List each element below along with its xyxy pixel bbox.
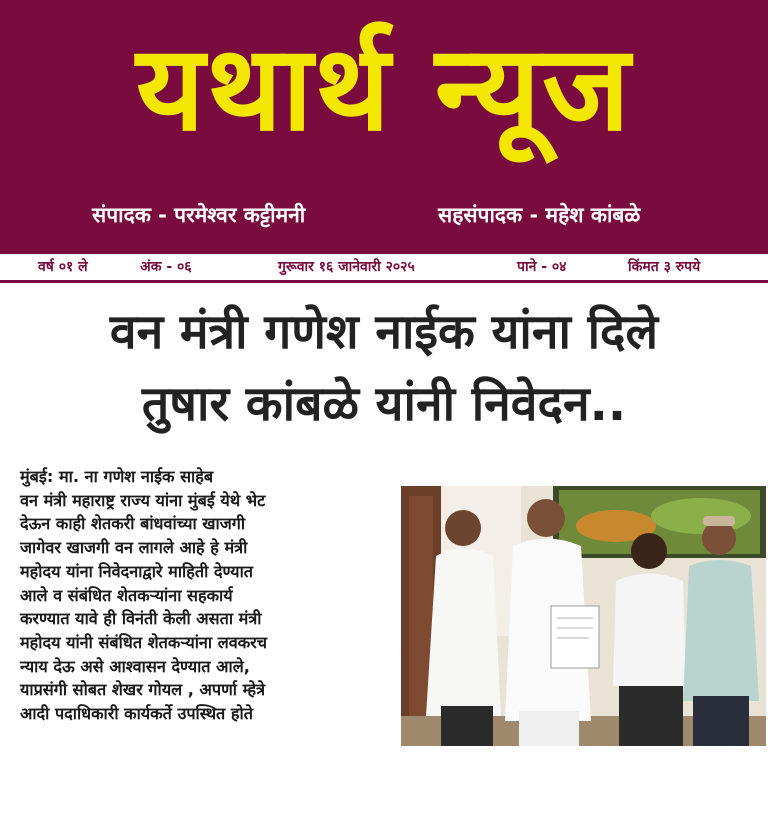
article-headline bbox=[0, 296, 768, 440]
headline-line-2: तुषार कांबळे यांनी निवेदन.. bbox=[141, 376, 627, 432]
newspaper-title: यथार्थ न्यूज bbox=[136, 19, 632, 157]
article-body: मुंबई: मा. ना गणेश नाईक साहेब वन मंत्री महाराष्ट्र राज्य यांना मुंबई येथे भेट देऊन काही शेतकरी बांधवांच्या खाजगी जागेवर खाजगी वन लागले आहे हे मंत्री महोदय यांना निवेदनाद्वारे माहिती देण्यात आले व संबंधित शेतकऱ्यांना सहकार्य करण्यात यावे ही विनंती केली असता मंत्री महोदय यांनी संबंधित शेतकऱ्यांना लवकरच न्याय देऊ असे आश्वासन देण्यात आले, याप्रसंगी सोबत शेखर गोयल , अपर्णा म्हेत्रे आदी पदाधिकारी कार्यकर्ते उपस्थित होते bbox=[20, 467, 268, 724]
issue-number: अंक - ०६ bbox=[140, 259, 192, 275]
masthead bbox=[0, 0, 768, 254]
year-label: वर्ष ०१ ले bbox=[38, 259, 88, 275]
issue-date: गुरूवार १६ जानेवारी २०२५ bbox=[278, 259, 415, 275]
price-label: किंमत ३ रुपये bbox=[628, 259, 701, 275]
article-photo bbox=[401, 486, 766, 746]
headline-line-1: वन मंत्री गणेश नाईक यांना दिले bbox=[109, 304, 659, 360]
group-photo-image bbox=[401, 486, 766, 746]
issue-info-bar bbox=[0, 254, 768, 283]
co-editor-credit: सहसंपादक - महेश कांबळे bbox=[438, 203, 641, 227]
editor-credit: संपादक - परमेश्वर कट्टीमनी bbox=[92, 203, 306, 227]
page-count: पाने - ०४ bbox=[517, 259, 567, 275]
